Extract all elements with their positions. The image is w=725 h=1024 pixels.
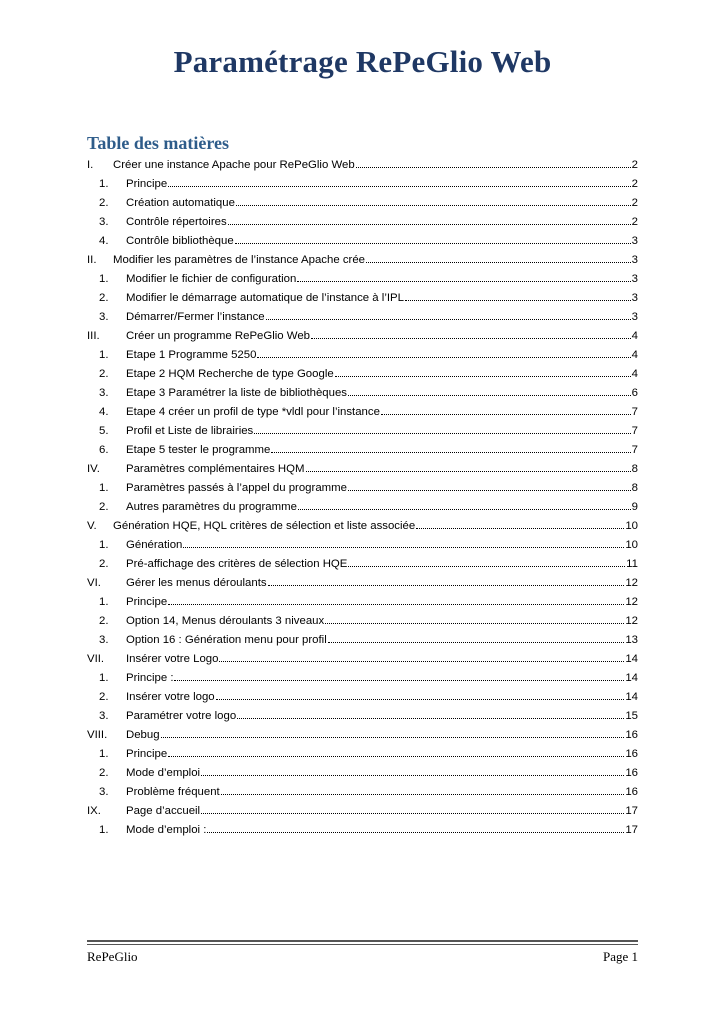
toc-dot-leader [201, 802, 624, 814]
footer-doc-name: RePeGlio [87, 949, 138, 964]
toc-entry-number: VIII. [87, 729, 108, 741]
toc-subsection-entry[interactable] [87, 384, 638, 403]
toc-dot-leader [183, 536, 624, 548]
toc-entry-page: 17 [625, 805, 638, 817]
toc-dot-leader [297, 270, 630, 282]
toc-subsection-entry[interactable] [87, 536, 638, 555]
toc-heading: Table des matières [87, 133, 229, 153]
toc-entry-number: III. [87, 330, 100, 342]
toc-entry-page: 4 [631, 349, 638, 361]
toc-entry-number: 2. [99, 615, 109, 627]
toc-dot-leader [254, 422, 630, 434]
toc-dot-leader [348, 555, 625, 567]
toc-subsection-entry[interactable] [87, 688, 638, 707]
toc-entry-page: 11 [626, 558, 638, 570]
toc-entry-title: Créer un programme RePeGlio Web [126, 330, 311, 342]
toc-entry-title: Principe [126, 596, 168, 608]
toc-dot-leader [311, 327, 631, 339]
toc-entry-number: 6. [99, 444, 109, 456]
toc-entry-number: 1. [99, 539, 109, 551]
toc-dot-leader [328, 631, 625, 643]
toc-entry-number: 1. [99, 824, 109, 836]
toc-entry-number: 2. [99, 368, 109, 380]
toc-entry-number: 2. [99, 767, 109, 779]
toc-subsection-entry[interactable] [87, 270, 638, 289]
toc-section-entry[interactable] [87, 650, 638, 669]
toc-entry-page: 3 [631, 292, 638, 304]
toc-entry-title: Contrôle répertoires [126, 216, 227, 228]
toc-entry-number: 1. [99, 273, 109, 285]
toc-entry-title: Pré-affichage des critères de sélection HQE [126, 558, 348, 570]
document-title: Paramétrage RePeGlio Web [173, 44, 552, 79]
toc-entry-number: 2. [99, 292, 109, 304]
toc-dot-leader [356, 156, 631, 168]
toc-entry-number: 2. [99, 501, 109, 513]
toc-section-entry[interactable] [87, 517, 638, 536]
toc-entry-page: 16 [625, 786, 638, 798]
toc-dot-leader [161, 726, 625, 738]
toc-subsection-entry[interactable] [87, 213, 638, 232]
toc-entry-title: Contrôle bibliothèque [126, 235, 234, 247]
toc-subsection-entry[interactable] [87, 745, 638, 764]
toc-entry-page: 14 [625, 653, 638, 665]
toc-entry-title: Etape 2 HQM Recherche de type Google [126, 368, 334, 380]
toc-entry-page: 4 [631, 330, 638, 342]
toc-entry-title: Option 14, Menus déroulants 3 niveaux [126, 615, 325, 627]
toc-entry-page: 14 [625, 691, 638, 703]
toc-entry-page: 14 [625, 672, 638, 684]
toc-dot-leader [237, 707, 624, 719]
toc-entry-number: II. [87, 254, 97, 266]
toc-entry-number: 3. [99, 710, 109, 722]
toc-subsection-entry[interactable] [87, 593, 638, 612]
toc-dot-leader [219, 650, 624, 662]
toc-entry-number: V. [87, 520, 97, 532]
toc-subsection-entry[interactable] [87, 289, 638, 308]
toc-entry-page: 7 [631, 406, 638, 418]
toc-entry-title: Démarrer/Fermer l’instance [126, 311, 265, 323]
toc-dot-leader [325, 612, 624, 624]
toc-subsection-entry[interactable] [87, 403, 638, 422]
toc-entry-title: Gérer les menus déroulants [126, 577, 267, 589]
toc-section-entry[interactable] [87, 726, 638, 745]
toc-entry-title: Profil et Liste de librairies [126, 425, 254, 437]
toc-entry-title: Paramètres complémentaires HQM [126, 463, 305, 475]
footer-rule [87, 940, 638, 945]
toc-subsection-entry[interactable] [87, 555, 638, 574]
toc-entry-page: 3 [631, 273, 638, 285]
footer-page-number: Page 1 [602, 949, 638, 964]
toc-entry-number: 3. [99, 311, 109, 323]
toc-entry-title: Modifier le démarrage automatique de l’instance à l’IPL [126, 292, 404, 304]
toc-entry-title: Problème fréquent [126, 786, 220, 798]
toc-entry-title: Créer une instance Apache pour RePeGlio Web [113, 159, 355, 171]
toc-entry-title: Mode d’emploi : [126, 824, 207, 836]
toc-entry-number: I. [87, 159, 94, 171]
toc-entry-title: Principe [126, 178, 168, 190]
toc-entry-title: Insérer votre Logo [126, 653, 219, 665]
toc-entry-number: IV. [87, 463, 100, 475]
toc-dot-leader [207, 821, 624, 833]
toc-entry-number: 4. [99, 406, 109, 418]
toc-subsection-entry[interactable] [87, 631, 638, 650]
toc-entry-number: 3. [99, 786, 109, 798]
toc-subsection-entry[interactable] [87, 821, 638, 840]
toc-section-entry[interactable] [87, 251, 638, 270]
toc-entry-title: Autres paramètres du programme [126, 501, 297, 513]
toc-entry-title: Modifier les paramètres de l’instance Apache crée [113, 254, 365, 266]
toc-subsection-entry[interactable] [87, 365, 638, 384]
toc-entry-number: VII. [87, 653, 105, 665]
toc-dot-leader [168, 175, 631, 187]
toc-dot-leader [201, 764, 624, 776]
toc-subsection-entry[interactable] [87, 612, 638, 631]
toc-dot-leader [366, 251, 631, 263]
toc-section-entry[interactable] [87, 802, 638, 821]
toc-dot-leader [348, 384, 631, 396]
toc-dot-leader [236, 194, 631, 206]
toc-dot-leader [335, 365, 631, 377]
toc-entry-page: 9 [631, 501, 638, 513]
toc-entry-number: 1. [99, 178, 109, 190]
toc-entry-number: 1. [99, 748, 109, 760]
toc-dot-leader [306, 460, 631, 472]
toc-entry-page: 3 [631, 235, 638, 247]
toc-entry-title: Option 16 : Génération menu pour profil [126, 634, 327, 646]
toc-section-entry[interactable] [87, 156, 638, 175]
toc-entry-page: 2 [631, 178, 638, 190]
toc-subsection-entry[interactable] [87, 308, 638, 327]
toc-section-entry[interactable] [87, 574, 638, 593]
toc-entry-page: 7 [631, 444, 638, 456]
toc-entry-number: 2. [99, 691, 109, 703]
toc-subsection-entry[interactable] [87, 479, 638, 498]
toc-entry-page: 10 [625, 520, 638, 532]
toc-dot-leader [268, 574, 625, 586]
toc-entry-number: 2. [99, 558, 109, 570]
toc-dot-leader [235, 232, 631, 244]
toc-entry-title: Paramètres passés à l’appel du programme [126, 482, 347, 494]
toc-subsection-entry[interactable] [87, 175, 638, 194]
toc-entry-page: 12 [625, 615, 638, 627]
toc-subsection-entry[interactable] [87, 194, 638, 213]
toc-entry-number: IX. [87, 805, 101, 817]
toc-subsection-entry[interactable] [87, 422, 638, 441]
toc-entry-title: Génération HQE, HQL critères de sélection et liste associée [113, 520, 416, 532]
toc-dot-leader [271, 441, 630, 453]
toc-entry-number: 4. [99, 235, 109, 247]
toc-entry-page: 16 [625, 748, 638, 760]
toc-entry-page: 2 [631, 197, 638, 209]
toc-subsection-entry[interactable] [87, 441, 638, 460]
toc-entry-number: 1. [99, 349, 109, 361]
toc-subsection-entry[interactable] [87, 764, 638, 783]
toc-dot-leader [266, 308, 631, 320]
toc-entry-number: 3. [99, 387, 109, 399]
toc-entry-page: 10 [625, 539, 638, 551]
toc-entry-page: 6 [631, 387, 638, 399]
toc-entry-title: Insérer votre logo [126, 691, 215, 703]
toc-entry-title: Etape 5 tester le programme [126, 444, 271, 456]
toc-dot-leader [228, 213, 631, 225]
toc-entry-page: 12 [625, 577, 638, 589]
toc-subsection-entry[interactable] [87, 232, 638, 251]
toc-dot-leader [348, 479, 631, 491]
toc-entry-number: 1. [99, 596, 109, 608]
toc-dot-leader [381, 403, 631, 415]
toc-entry-title: Etape 3 Paramétrer la liste de bibliothèques [126, 387, 347, 399]
toc-subsection-entry[interactable] [87, 346, 638, 365]
table-of-contents [87, 156, 638, 840]
toc-entry-title: Principe [126, 748, 168, 760]
toc-entry-title: Génération [126, 539, 183, 551]
toc-entry-title: Paramétrer votre logo [126, 710, 237, 722]
toc-entry-number: 1. [99, 672, 109, 684]
toc-entry-page: 3 [631, 254, 638, 266]
toc-entry-title: Etape 1 Programme 5250 [126, 349, 257, 361]
toc-entry-page: 17 [625, 824, 638, 836]
toc-subsection-entry[interactable] [87, 498, 638, 517]
toc-dot-leader [168, 745, 624, 757]
toc-entry-page: 15 [625, 710, 638, 722]
toc-entry-number: 3. [99, 634, 109, 646]
toc-entry-page: 4 [631, 368, 638, 380]
toc-entry-page: 16 [625, 729, 638, 741]
toc-entry-title: Mode d’emploi [126, 767, 201, 779]
toc-entry-number: 3. [99, 216, 109, 228]
toc-entry-page: 7 [631, 425, 638, 437]
toc-subsection-entry[interactable] [87, 707, 638, 726]
toc-dot-leader [216, 688, 625, 700]
toc-entry-title: Principe : [126, 672, 174, 684]
toc-entry-page: 8 [631, 463, 638, 475]
toc-dot-leader [168, 593, 624, 605]
toc-dot-leader [174, 669, 624, 681]
toc-section-entry[interactable] [87, 327, 638, 346]
toc-dot-leader [257, 346, 630, 358]
toc-entry-title: Page d’accueil [126, 805, 201, 817]
toc-entry-title: Création automatique [126, 197, 235, 209]
toc-entry-number: VI. [87, 577, 101, 589]
toc-dot-leader [405, 289, 631, 301]
toc-entry-page: 3 [631, 311, 638, 323]
toc-subsection-entry[interactable] [87, 783, 638, 802]
toc-entry-title: Modifier le fichier de configuration [126, 273, 297, 285]
toc-dot-leader [221, 783, 625, 795]
toc-entry-page: 8 [631, 482, 638, 494]
toc-entry-page: 12 [625, 596, 638, 608]
toc-entry-page: 16 [625, 767, 638, 779]
toc-dot-leader [298, 498, 631, 510]
toc-entry-title: Etape 4 créer un profil de type *vldl pour l’instance [126, 406, 380, 418]
toc-dot-leader [416, 517, 624, 529]
toc-entry-number: 5. [99, 425, 109, 437]
toc-section-entry[interactable] [87, 460, 638, 479]
toc-entry-page: 2 [631, 216, 638, 228]
toc-entry-number: 1. [99, 482, 109, 494]
toc-entry-title: Debug [126, 729, 160, 741]
toc-subsection-entry[interactable] [87, 669, 638, 688]
toc-entry-page: 13 [625, 634, 638, 646]
toc-entry-number: 2. [99, 197, 109, 209]
toc-entry-page: 2 [631, 159, 638, 171]
